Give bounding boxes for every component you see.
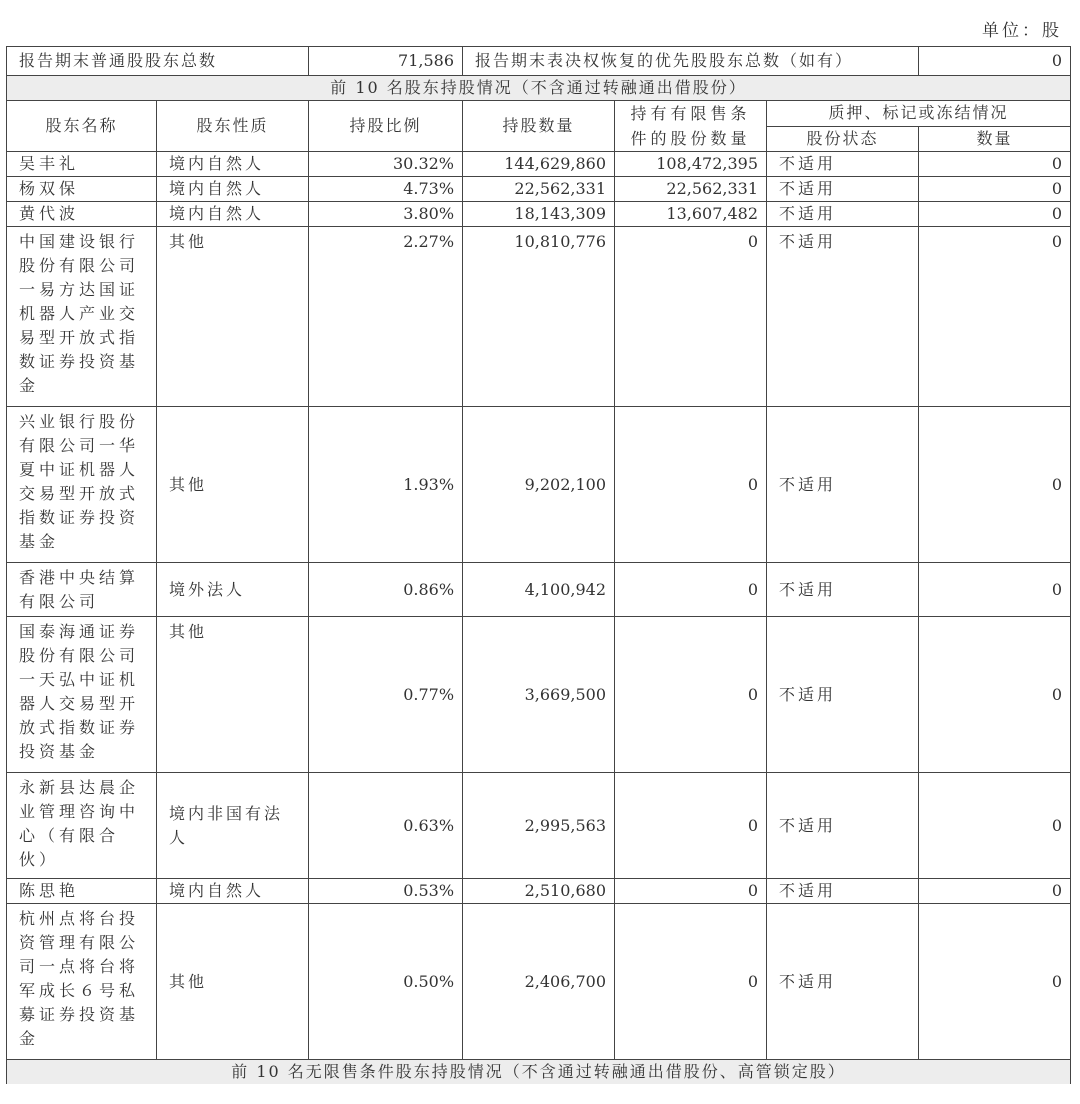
cell-name: 陈思艳 xyxy=(7,879,157,904)
table-row xyxy=(7,202,1071,227)
cell-shares: 22,562,331 xyxy=(463,177,615,202)
cell-restricted: 0 xyxy=(615,227,767,407)
cell-qty: 0 xyxy=(919,152,1071,177)
cell-status: 不适用 xyxy=(767,177,919,202)
cell-shares: 2,995,563 xyxy=(463,773,615,879)
section-title-row xyxy=(7,76,1071,101)
header-status: 股份状态 xyxy=(767,126,919,152)
cell-ratio: 30.32% xyxy=(309,152,463,177)
cell-name: 香港中央结算有限公司 xyxy=(7,563,157,617)
next-section-title-row xyxy=(7,1060,1071,1085)
header-shares: 持股数量 xyxy=(463,101,615,152)
cell-name: 中国建设银行股份有限公司一易方达国证机器人产业交易型开放式指数证券投资基金 xyxy=(7,227,157,407)
table-row xyxy=(7,879,1071,904)
cell-qty: 0 xyxy=(919,773,1071,879)
table-row xyxy=(7,407,1071,563)
cell-restricted: 108,472,395 xyxy=(615,152,767,177)
header-nature: 股东性质 xyxy=(157,101,309,152)
cell-ratio: 0.86% xyxy=(309,563,463,617)
page-cutoff xyxy=(0,1094,1080,1104)
header-qty: 数量 xyxy=(919,126,1071,152)
cell-qty: 0 xyxy=(919,407,1071,563)
cell-name: 杨双保 xyxy=(7,177,157,202)
cell-status: 不适用 xyxy=(767,227,919,407)
cell-ratio: 3.80% xyxy=(309,202,463,227)
cell-name: 杭州点将台投资管理有限公司一点将台将军成长６号私募证券投资基金 xyxy=(7,904,157,1060)
cell-nature: 境内非国有法人 xyxy=(157,773,309,879)
unit-label: 单位：股 xyxy=(982,21,1062,41)
summary-row xyxy=(7,47,1071,76)
table-row xyxy=(7,563,1071,617)
cell-ratio: 0.53% xyxy=(309,879,463,904)
header-restricted: 持有有限售条件的股份数量 xyxy=(615,101,767,152)
cell-shares: 4,100,942 xyxy=(463,563,615,617)
cell-ratio: 2.27% xyxy=(309,227,463,407)
cell-status: 不适用 xyxy=(767,617,919,773)
cell-nature: 境内自然人 xyxy=(157,879,309,904)
cell-name: 吴丰礼 xyxy=(7,152,157,177)
cell-name: 永新县达晨企业管理咨询中心（有限合伙） xyxy=(7,773,157,879)
cell-shares: 2,510,680 xyxy=(463,879,615,904)
section-title: 前 10 名股东持股情况（不含通过转融通出借股份） xyxy=(7,76,1071,101)
cell-status: 不适用 xyxy=(767,202,919,227)
cell-name: 国泰海通证券股份有限公司一天弘中证机器人交易型开放式指数证券投资基金 xyxy=(7,617,157,773)
preferred-holders-value: 0 xyxy=(919,47,1071,76)
table-row xyxy=(7,617,1071,773)
table-row xyxy=(7,177,1071,202)
header-row xyxy=(7,101,1071,127)
cell-status: 不适用 xyxy=(767,152,919,177)
cell-restricted: 0 xyxy=(615,617,767,773)
cell-restricted: 13,607,482 xyxy=(615,202,767,227)
cell-status: 不适用 xyxy=(767,904,919,1060)
cell-restricted: 0 xyxy=(615,773,767,879)
cell-qty: 0 xyxy=(919,177,1071,202)
cell-nature: 境内自然人 xyxy=(157,177,309,202)
cell-shares: 2,406,700 xyxy=(463,904,615,1060)
cell-ratio: 0.77% xyxy=(309,617,463,773)
table-row xyxy=(7,227,1071,407)
cell-restricted: 0 xyxy=(615,563,767,617)
shareholder-table xyxy=(6,46,1071,1084)
cell-restricted: 0 xyxy=(615,407,767,563)
cell-shares: 144,629,860 xyxy=(463,152,615,177)
cell-shares: 3,669,500 xyxy=(463,617,615,773)
table-row xyxy=(7,773,1071,879)
cell-ratio: 0.63% xyxy=(309,773,463,879)
cell-qty: 0 xyxy=(919,202,1071,227)
preferred-holders-label: 报告期末表决权恢复的优先股股东总数（如有） xyxy=(463,47,919,76)
common-holders-label: 报告期末普通股股东总数 xyxy=(7,47,309,76)
table-row xyxy=(7,904,1071,1060)
cell-status: 不适用 xyxy=(767,563,919,617)
header-ratio: 持股比例 xyxy=(309,101,463,152)
cell-ratio: 0.50% xyxy=(309,904,463,1060)
cell-nature: 境外法人 xyxy=(157,563,309,617)
cell-ratio: 4.73% xyxy=(309,177,463,202)
cell-qty: 0 xyxy=(919,617,1071,773)
cell-nature: 其他 xyxy=(157,407,309,563)
cell-qty: 0 xyxy=(919,904,1071,1060)
cell-shares: 10,810,776 xyxy=(463,227,615,407)
cell-status: 不适用 xyxy=(767,773,919,879)
common-holders-value: 71,586 xyxy=(309,47,463,76)
next-section-title: 前 10 名无限售条件股东持股情况（不含通过转融通出借股份、高管锁定股） xyxy=(7,1060,1071,1085)
cell-name: 兴业银行股份有限公司一华夏中证机器人交易型开放式指数证券投资基金 xyxy=(7,407,157,563)
table-row xyxy=(7,152,1071,177)
cell-restricted: 0 xyxy=(615,904,767,1060)
cell-nature: 其他 xyxy=(157,617,309,773)
cell-nature: 其他 xyxy=(157,904,309,1060)
cell-ratio: 1.93% xyxy=(309,407,463,563)
cell-qty: 0 xyxy=(919,227,1071,407)
header-pledge-group: 质押、标记或冻结情况 xyxy=(767,101,1071,127)
cell-qty: 0 xyxy=(919,879,1071,904)
cell-nature: 境内自然人 xyxy=(157,202,309,227)
cell-shares: 9,202,100 xyxy=(463,407,615,563)
cell-nature: 境内自然人 xyxy=(157,152,309,177)
cell-restricted: 0 xyxy=(615,879,767,904)
cell-shares: 18,143,309 xyxy=(463,202,615,227)
header-name: 股东名称 xyxy=(7,101,157,152)
cell-nature: 其他 xyxy=(157,227,309,407)
cell-status: 不适用 xyxy=(767,879,919,904)
cell-restricted: 22,562,331 xyxy=(615,177,767,202)
cell-name: 黄代波 xyxy=(7,202,157,227)
cell-status: 不适用 xyxy=(767,407,919,563)
cell-qty: 0 xyxy=(919,563,1071,617)
